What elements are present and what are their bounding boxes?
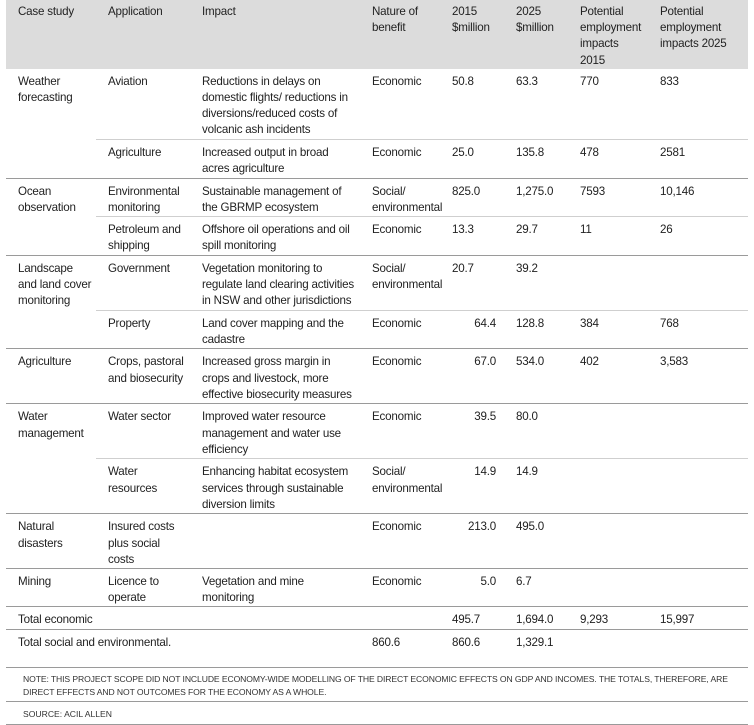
cell-emp-2015: 384	[568, 311, 648, 349]
cell-case-study: Water management	[6, 404, 96, 459]
cell-impact: Land cover mapping and the cadastre	[190, 311, 360, 349]
cell-emp-2015	[568, 514, 648, 569]
table-row	[6, 514, 748, 569]
cell-nature: Economic	[360, 514, 440, 569]
total-economic-impact	[190, 607, 360, 629]
cell-2015: 825.0	[440, 178, 504, 216]
cell-2015: 213.0	[440, 514, 504, 569]
cell-application: Water sector	[96, 404, 190, 459]
cell-application: Government	[96, 256, 190, 311]
header-employment-2025: Potential employment impacts 2025	[648, 0, 748, 69]
cell-emp-2025: 3,583	[648, 349, 748, 404]
cell-2025: 128.8	[504, 311, 568, 349]
cell-case-study: Landscape and land cover monitoring	[6, 256, 96, 311]
table-row	[6, 569, 748, 607]
cell-application: Water resources	[96, 459, 190, 514]
cell-case-study: Mining	[6, 569, 96, 607]
header-row	[6, 0, 748, 69]
cell-nature: Economic	[360, 139, 440, 178]
cell-emp-2015	[568, 256, 648, 311]
cell-impact: Increased gross margin in crops and livestock, more effective biosecurity measures	[190, 349, 360, 404]
cell-2015: 50.8	[452, 74, 474, 88]
cell-emp-2025	[648, 256, 748, 311]
cell-case-study: Ocean observation	[6, 178, 96, 216]
total-social-label: Total social and environmental.	[6, 629, 190, 667]
cell-emp-2015	[568, 459, 648, 514]
cell-2025: 39.2	[504, 256, 568, 311]
total-social-nature: 860.6	[360, 629, 440, 667]
table-source: SOURCE: ACIL ALLEN	[6, 701, 748, 725]
header-impact: Impact	[190, 0, 360, 69]
cell-nature: Social/ environmental	[360, 459, 440, 514]
header-2025: 2025 $million	[504, 0, 568, 69]
total-economic-2025: 1,694.0	[504, 607, 568, 629]
cell-2015: 64.4	[440, 311, 504, 349]
cell-application: Property	[96, 311, 190, 349]
table-row	[6, 459, 748, 514]
cell-application: Petroleum and shipping	[96, 217, 190, 256]
cell-2025: 534.0	[504, 349, 568, 404]
header-nature-of-benefit: Nature of benefit	[360, 0, 440, 69]
cell-application: Environmental monitoring	[96, 178, 190, 216]
cell-nature: Economic	[360, 404, 440, 459]
cell-nature: Social/ environmental	[360, 256, 440, 311]
cell-emp-2025: 10,146	[648, 178, 748, 216]
cell-case-study	[6, 217, 96, 256]
total-social-emp-2015	[568, 629, 648, 667]
cell-nature: Social/ environmental	[360, 178, 440, 216]
cell-impact: Sustainable management of the GBRMP ecosystem	[190, 178, 360, 216]
cell-impact	[190, 514, 360, 569]
cell-2025: 80.0	[504, 404, 568, 459]
total-social-impact	[190, 629, 360, 667]
cell-nature: Economic	[360, 569, 440, 607]
cell-impact: Offshore oil operations and oil spill monitoring	[190, 217, 360, 256]
table-row	[6, 217, 748, 256]
cell-emp-2025: 768	[648, 311, 748, 349]
cell-emp-2015: 11	[568, 217, 648, 256]
cell-impact: Vegetation monitoring to regulate land clearing activities in NSW and other jurisdictions	[190, 256, 360, 311]
cell-2015: 14.9	[440, 459, 504, 514]
cell-application: Agriculture	[96, 139, 190, 178]
cell-nature: Economic	[360, 349, 440, 404]
total-economic-2015: 495.7	[440, 607, 504, 629]
report-table-container	[6, 0, 748, 725]
cell-2025: 495.0	[504, 514, 568, 569]
cell-2025: 63.3	[516, 74, 538, 88]
cell-emp-2025	[648, 569, 748, 607]
cell-nature: Economic	[372, 74, 422, 88]
header-2015: 2015 $million	[440, 0, 504, 69]
cell-case-study: Natural disasters	[6, 514, 96, 569]
cell-case-study	[6, 311, 96, 349]
cell-emp-2015: 402	[568, 349, 648, 404]
cell-case-study	[6, 139, 96, 178]
cell-case-study: Weather forecasting	[18, 74, 73, 105]
cell-nature: Economic	[360, 217, 440, 256]
cell-2025: 135.8	[504, 139, 568, 178]
total-social-row	[6, 629, 748, 667]
cell-emp-2015: 478	[568, 139, 648, 178]
cell-2015: 25.0	[440, 139, 504, 178]
cell-emp-2015	[568, 404, 648, 459]
cell-emp-2025: 833	[660, 74, 679, 88]
cell-impact: Increased output in broad acres agriculture	[190, 139, 360, 178]
cell-application: Aviation	[108, 74, 148, 88]
cell-2015: 13.3	[440, 217, 504, 256]
total-social-2025: 1,329.1	[504, 629, 568, 667]
header-employment-2015: Potential employment impacts 2015	[568, 0, 648, 69]
table-row	[6, 69, 748, 139]
cell-2025: 29.7	[504, 217, 568, 256]
table-row	[6, 139, 748, 178]
table-row	[6, 256, 748, 311]
cell-case-study	[6, 459, 96, 514]
cell-emp-2015	[568, 569, 648, 607]
cell-emp-2025	[648, 404, 748, 459]
total-economic-emp-2015: 9,293	[568, 607, 648, 629]
table-row	[6, 349, 748, 404]
cell-application: Licence to operate	[96, 569, 190, 607]
cell-2015: 5.0	[440, 569, 504, 607]
total-economic-label: Total economic	[6, 607, 190, 629]
total-social-2015: 860.6	[440, 629, 504, 667]
header-case-study: Case study	[6, 0, 96, 69]
header-application: Application	[96, 0, 190, 69]
table-note: NOTE: THIS PROJECT SCOPE DID NOT INCLUDE ECONOMY-WIDE MODELLING OF THE DIRECT ECONOMIC EFFECTS ON GDP AND INCOMES. THE TOTALS, THEREFORE, ARE DIRECT EFFECTS AND NOT OUTCOMES FOR THE ECONOMY AS A WHOLE.	[6, 667, 748, 701]
cell-emp-2015: 7593	[568, 178, 648, 216]
cell-2015: 20.7	[440, 256, 504, 311]
total-economic-emp-2025: 15,997	[648, 607, 748, 629]
total-economic-nature	[360, 607, 440, 629]
cell-2025: 1,275.0	[504, 178, 568, 216]
cell-2015: 67.0	[440, 349, 504, 404]
table-row	[6, 404, 748, 459]
cell-emp-2025: 2581	[648, 139, 748, 178]
cell-2025: 6.7	[504, 569, 568, 607]
cell-impact: Vegetation and mine monitoring	[190, 569, 360, 607]
cell-nature: Economic	[360, 311, 440, 349]
cell-impact: Enhancing habitat ecosystem services through sustainable diversion limits	[190, 459, 360, 514]
cell-application: Crops, pastoral and biosecurity	[96, 349, 190, 404]
cell-2025: 14.9	[504, 459, 568, 514]
cell-emp-2025	[648, 459, 748, 514]
cell-emp-2025: 26	[648, 217, 748, 256]
table-row	[6, 311, 748, 349]
cell-emp-2025	[648, 514, 748, 569]
cell-case-study: Agriculture	[6, 349, 96, 404]
cell-impact: Reductions in delays on domestic flights/ reductions in diversions/reduced costs of volcanic ash incidents	[202, 74, 348, 137]
cell-impact: Improved water resource management and water use efficiency	[190, 404, 360, 459]
cell-2015: 39.5	[440, 404, 504, 459]
cell-application: Insured costs plus social costs	[96, 514, 190, 569]
case-study-table	[6, 0, 748, 667]
cell-emp-2015: 770	[580, 74, 599, 88]
total-economic-row	[6, 607, 748, 629]
table-row	[6, 178, 748, 216]
total-social-emp-2025	[648, 629, 748, 667]
